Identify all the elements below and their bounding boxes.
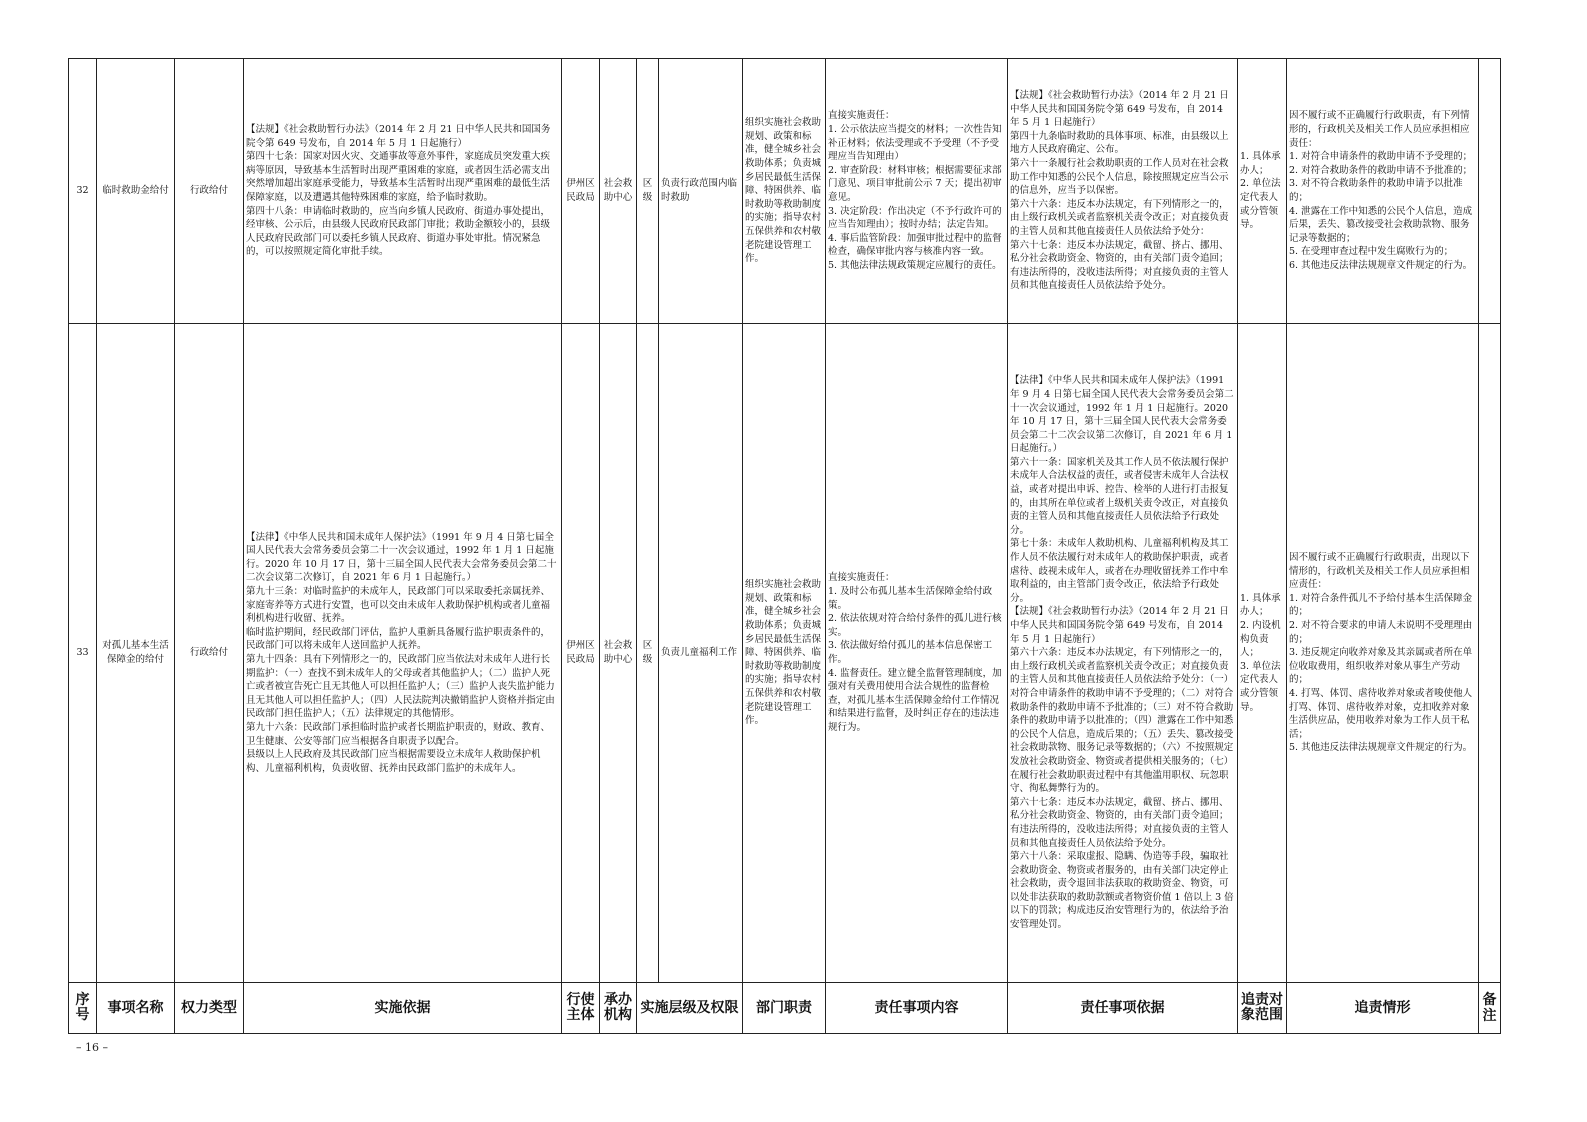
cell-scope: 1. 具体承办人； 2. 单位法定代表人或分管领导。 — [1238, 59, 1287, 324]
cell-resp-basis: 【法规】《社会救助暂行办法》（2014 年 2 月 21 日中华人民共和国国务院令第 649 号发布，自 2014 年 5 月 1 日起施行） 第四十九条临时救助的具体事项、标准，由县级以上地方人民政府确定、公布。 第六十一条履行社会救助职责的工作人员对在社会救助工作中知悉的公民个人信息，除按照规定应当公示的信息外，应当予以保密。 第六十六条：违反本办法规定，有下列情形之一的，由上级行政机关或者监察机关责令改正；对直接负责的主管人员和其他直接责任人员依法给予处分： 第六十七条：违反本办法规定，截留、挤占、挪用、私分社会救助资金、物资的，由有关部门责令追回；有违法所得的，没收违法所得；对直接负责的主管人员和其他直接责任人员依法给予处分。 — [1008, 59, 1238, 324]
cell-duty: 组织实施社会救助规划、政策和标准，健全城乡社会救助体系；负责城乡居民最低生活保障、特困供养、临时救助等救助制度的实施；指导农村五保供养和农村敬老院建设管理工作。 — [743, 59, 826, 324]
cell-duty: 组织实施社会救助规划、政策和标准，健全城乡社会救助体系；负责城乡居民最低生活保障、特困供养、临时救助等救助制度的实施；指导农村五保供养和农村敬老院建设管理工作。 — [743, 324, 826, 983]
cell-basis: 【法规】《社会救助暂行办法》（2014 年 2 月 21 日中华人民共和国国务院令第 649 号发布，自 2014 年 5 月 1 日起施行） 第四十七条：国家对因火灾、交通事故等意外事件，家庭成员突发重大疾病等原因，导致基本生活暂时出现严重困难的家庭，或者因生活必需支出突然增加超出家庭承受能力，导致基本生活暂时出现严重困难的最低生活保障家庭，以及遭遇其他特殊困难的家庭，给予临时救助。 第四十八条：申请临时救助的，应当向乡镇人民政府、街道办事处提出，经审核、公示后，由县级人民政府民政部门审批；救助金额较小的，县级人民政府民政部门可以委托乡镇人民政府、街道办事处审批。情况紧急的，可以按照规定简化审批手续。 — [244, 59, 562, 324]
cell-power-type: 行政给付 — [175, 324, 244, 983]
cell-no: 32 — [69, 59, 97, 324]
cell-situation: 因不履行或不正确履行行政职责，出现以下情形的，行政机关及相关工作人员应承担相应责任： 1. 对符合条件孤儿不予给付基本生活保障金的； 2. 对不符合要求的申请人未说明不受理理由的； 3. 违反规定向收养对象及其亲属或者所在单位收取费用，组织收养对象从事生产劳动的； 4. 打骂、体罚、虐待收养对象或者唆使他人打骂、体罚、虐待收养对象，克扣收养对象生活供应品，使用收养对象为工作人员干私活； 5. 其他违反法律法规规章文件规定的行为。 — [1287, 324, 1479, 983]
table-row — [69, 59, 1501, 324]
cell-level: 区级 — [637, 59, 659, 324]
header-level: 实施层级及权限 — [637, 983, 743, 1034]
cell-remark — [1479, 59, 1501, 324]
header-subject: 行使主体 — [562, 983, 600, 1034]
cell-subject: 伊州区民政局 — [562, 59, 600, 324]
cell-remark — [1479, 324, 1501, 983]
cell-scope: 1. 具体承办人； 2. 内设机构负责人； 3. 单位法定代表人或分管领导。 — [1238, 324, 1287, 983]
header-scope: 追责对象范围 — [1238, 983, 1287, 1034]
cell-power-type: 行政给付 — [175, 59, 244, 324]
cell-subject: 伊州区民政局 — [562, 324, 600, 983]
responsibility-table — [68, 58, 1501, 1034]
cell-resp-basis: 【法律】《中华人民共和国未成年人保护法》（1991 年 9 月 4 日第七届全国人民代表大会常务委员会第二十一次会议通过，1992 年 1 月 1 日起施行。2020 年 10 月 17 日，第十三届全国人民代表大会常务委员会第二十二次会议第二次修订，自 2021 年 6 月 1 日起施行。） 第六十一条：国家机关及其工作人员不依法履行保护未成年人合法权益的责任，或者侵害未成年人合法权益，或者对提出申诉、控告、检举的人进行打击报复的，由其所在单位或者上级机关责令改正，对直接负责的主管人员和其他直接责任人员依法给予行政处分。 第七十条：未成年人救助机构、儿童福利机构及其工作人员不依法履行对未成年人的救助保护职责，或者虐待、歧视未成年人，或者在办理收留抚养工作中牟取利益的，由主管部门责令改正，依法给予行政处分。 【法规】《社会救助暂行办法》（2014 年 2 月 21 日中华人民共和国国务院令第 649 号发布，自 2014 年 5 月 1 日起施行） 第六十六条：违反本办法规定，有下列情形之一的，由上级行政机关或者监察机关责令改正；对直接负责的主管人员和其他直接责任人员依法给予处分：（一）对符合申请条件的救助申请不予受理的；（二）对符合救助条件的救助申请不予批准的；（三）对不符合救助条件的救助申请予以批准的；（四）泄露在工作中知悉的公民个人信息，造成后果的；（五）丢失、篡改接受社会救助款物、服务记录等数据的；（六）不按照规定发放社会救助资金、物资或者提供相关服务的；（七）在履行社会救助职责过程中有其他滥用职权、玩忽职守、徇私舞弊行为的。 第六十七条：违反本办法规定，截留、挤占、挪用、私分社会救助资金、物资的，由有关部门责令追回；有违法所得的，没收违法所得；对直接负责的主管人员和其他直接责任人员依法给予处分。 第六十八条：采取虚报、隐瞒、伪造等手段，骗取社会救助资金、物资或者服务的，由有关部门决定停止社会救助，责令退回非法获取的救助资金、物资，可以处非法获取的救助款额或者物资价值 1 倍以上 3 倍以下的罚款；构成违反治安管理行为的，依法给予治安管理处罚。 — [1008, 324, 1238, 983]
header-basis: 实施依据 — [244, 983, 562, 1034]
cell-basis: 【法律】《中华人民共和国未成年人保护法》（1991 年 9 月 4 日第七届全国人民代表大会常务委员会第二十一次会议通过，1992 年 1 月 1 日起施行。2020 年 10 月 17 日，第十三届全国人民代表大会常务委员会第二十二次会议第二次修订，自 2021 年 6 月 1 日起施行。） 第九十三条：对临时监护的未成年人，民政部门可以采取委托亲属抚养、家庭寄养等方式进行安置，也可以交由未成年人救助保护机构或者儿童福利机构进行收留、抚养。 临时监护期间，经民政部门评估，监护人重新具备履行监护职责条件的，民政部门可以将未成年人送回监护人抚养。 第九十四条：具有下列情形之一的，民政部门应当依法对未成年人进行长期监护：（一）查找不到未成年人的父母或者其他监护人；（二）监护人死亡或者被宣告死亡且无其他人可以担任监护人；（三）监护人丧失监护能力且无其他人可以担任监护人；（四）人民法院判决撤销监护人资格并指定由民政部门担任监护人；（五）法律规定的其他情形。 第九十六条：民政部门承担临时监护或者长期监护职责的，财政、教育、卫生健康、公安等部门应当根据各自职责予以配合。 县级以上人民政府及其民政部门应当根据需要设立未成年人救助保护机构、儿童福利机构，负责收留、抚养由民政部门监护的未成年人。 — [244, 324, 562, 983]
header-agency: 承办机构 — [600, 983, 637, 1034]
cell-content: 直接实施责任： 1. 公示依法应当提交的材料；一次性告知补正材料；依法受理或不予受理（不予受理应当告知理由） 2. 审查阶段：材料审核；根据需要征求部门意见、项目审批前公示 7 天；提出初审意见。 3. 决定阶段：作出决定（不予行政许可的应当告知理由）；按时办结；法定告知。 4. 事后监管阶段：加强审批过程中的监督检查，确保审批内容与核准内容一致。 5. 其他法律法规政策规定应履行的责任。 — [826, 59, 1008, 324]
cell-situation: 因不履行或不正确履行行政职责，有下列情形的，行政机关及相关工作人员应承担相应责任： 1. 对符合申请条件的救助申请不予受理的； 2. 对符合救助条件的救助申请不予批准的； 3. 对不符合救助条件的救助申请予以批准的； 4. 泄露在工作中知悉的公民个人信息，造成后果，丢失、篡改接受社会救助款物、服务记录等数据的； 5. 在受理审查过程中发生腐败行为的； 6. 其他违反法律法规规章文件规定的行为。 — [1287, 59, 1479, 324]
page-number: – 16 – — [76, 1041, 108, 1054]
header-situation: 追责情形 — [1287, 983, 1479, 1034]
header-resp-basis: 责任事项依据 — [1008, 983, 1238, 1034]
header-content: 责任事项内容 — [826, 983, 1008, 1034]
header-no: 序号 — [69, 983, 97, 1034]
table-header-row — [69, 983, 1501, 1034]
table-row — [69, 324, 1501, 983]
header-power-type: 权力类型 — [175, 983, 244, 1034]
cell-name: 对孤儿基本生活保障金的给付 — [97, 324, 175, 983]
cell-agency: 社会救助中心 — [600, 59, 637, 324]
cell-agency: 社会救助中心 — [600, 324, 637, 983]
header-duty: 部门职责 — [743, 983, 826, 1034]
cell-authority: 负责儿童福利工作 — [659, 324, 743, 983]
cell-no: 33 — [69, 324, 97, 983]
header-remark: 备注 — [1479, 983, 1501, 1034]
cell-content: 直接实施责任： 1. 及时公布孤儿基本生活保障金给付政策。 2. 依法依规对符合给付条件的孤儿进行核实。 3. 依法做好给付孤儿的基本信息保密工作。 4. 监督责任。建立健全监督管理制度，加强对有关费用使用合法合规性的监督检查，对孤儿基本生活保障金给付工作情况和结果进行监督，及时纠正存在的违法违规行为。 — [826, 324, 1008, 983]
cell-level: 区级 — [637, 324, 659, 983]
cell-name: 临时救助金给付 — [97, 59, 175, 324]
cell-authority: 负责行政范围内临时救助 — [659, 59, 743, 324]
header-name: 事项名称 — [97, 983, 175, 1034]
